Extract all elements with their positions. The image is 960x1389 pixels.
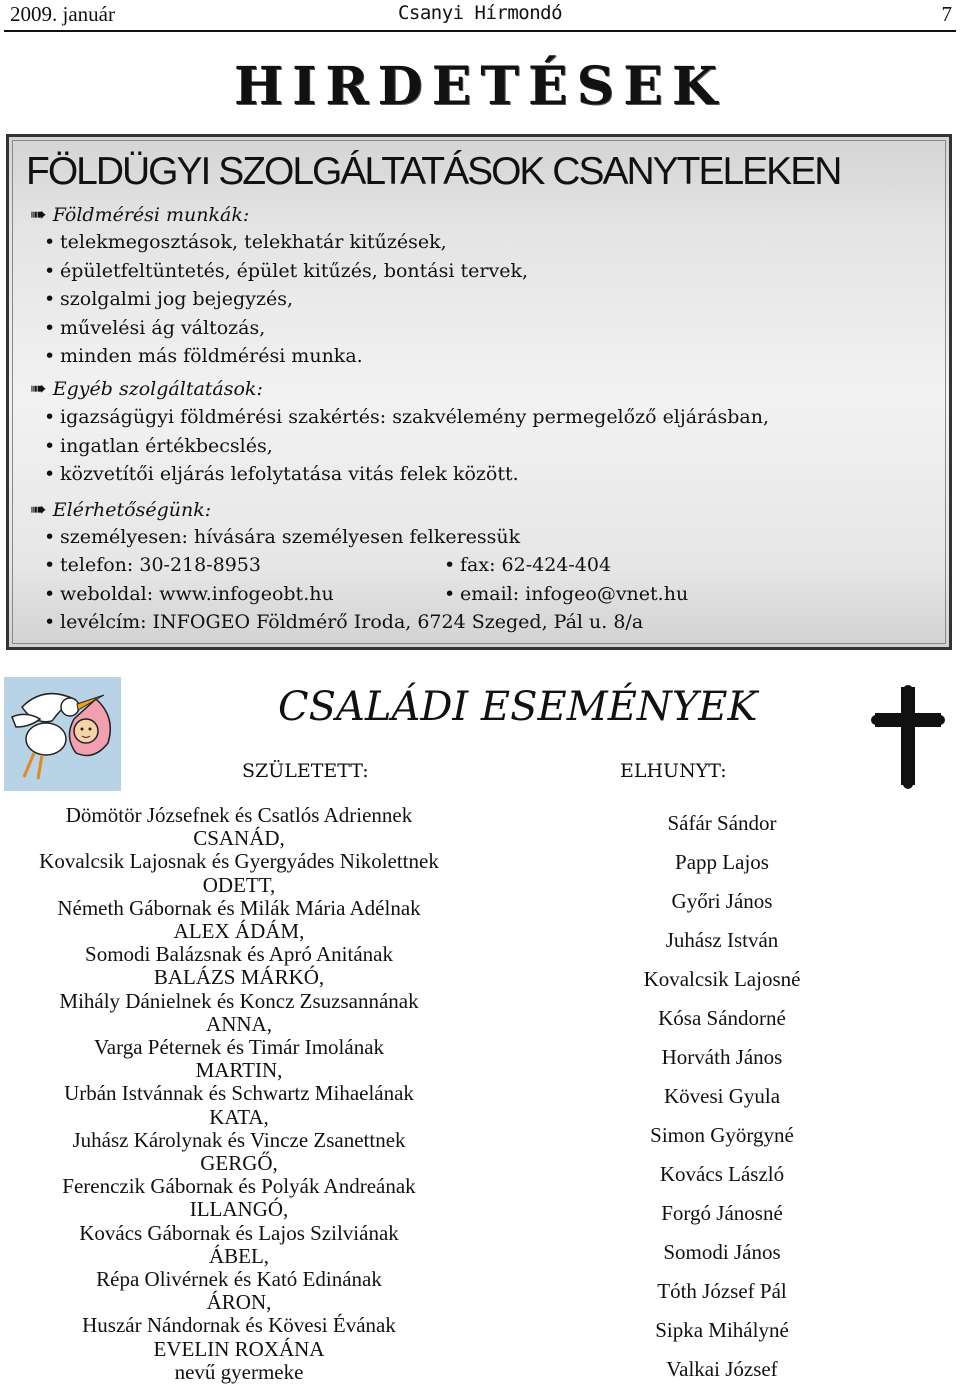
advertisement-title: FÖLDÜGYI SZOLGÁLTATÁSOK CSANYTELEKEN: [26, 150, 841, 193]
contact-fax: • fax: 62-424-404: [460, 554, 611, 576]
list-item: Kovács László: [659, 1162, 785, 1186]
list-item: Juhász Károlynak és Vincze Zsanettnek: [72, 1127, 406, 1152]
list-item: • szolgalmi jog bejegyzés,: [60, 288, 293, 310]
list-item: Horváth János: [661, 1045, 783, 1069]
list-item: nevű gyermeke: [174, 1359, 304, 1384]
contact-personal: • személyesen: hívására személyesen felkeressük: [60, 526, 520, 548]
list-item: Kovalcsik Lajosné: [643, 967, 801, 991]
list-item: BALÁZS MÁRKÓ,: [153, 965, 325, 990]
other-services-heading: ➠ Egyéb szolgáltatások:: [30, 376, 263, 400]
list-item: ÁRON,: [206, 1290, 272, 1315]
list-item: Kovalcsik Lajosnak és Gyergyádes Nikolettnek: [39, 849, 439, 874]
list-item: KATA,: [209, 1104, 269, 1129]
cross-icon: [870, 684, 946, 790]
list-item: Papp Lajos: [675, 850, 769, 874]
births-list: [4, 804, 474, 1384]
list-item: CSANÁD,: [193, 826, 285, 851]
list-item: Kósa Sándorné: [658, 1006, 786, 1030]
list-item: • igazságügyi földmérési szakértés: szakvélemény permegelőző eljárásban,: [60, 406, 769, 428]
list-item: ANNA,: [206, 1011, 272, 1036]
list-item: Forgó Jánosné: [661, 1201, 783, 1225]
contact-website[interactable]: • weboldal: www.infogeobt.hu: [60, 583, 334, 605]
list-item: Varga Péternek és Timár Imolának: [93, 1035, 385, 1060]
list-item: Sipka Mihályné: [655, 1318, 789, 1342]
list-item: Somodi Balázsnak és Apró Anitának: [85, 942, 393, 967]
list-item: ILLANGÓ,: [189, 1197, 289, 1222]
list-item: Tóth József Pál: [657, 1279, 787, 1303]
list-item: GERGŐ,: [200, 1151, 278, 1176]
list-item: Mihály Dánielnek és Koncz Zsuzsannának: [59, 988, 419, 1013]
list-item: Simon Györgyné: [650, 1123, 794, 1147]
header-divider: [4, 30, 956, 32]
stork-baby-illustration: [4, 677, 121, 791]
section-title: HIRDETÉSEK: [233, 56, 727, 117]
births-heading: SZÜLETETT:: [242, 760, 369, 782]
list-item: EVELIN ROXÁNA: [153, 1336, 325, 1361]
list-item: • minden más földmérési munka.: [60, 345, 363, 367]
list-item: • telekmegosztások, telekhatár kitűzések,: [60, 231, 447, 253]
list-item: ALEX ÁDÁM,: [173, 919, 305, 944]
list-item: • épületfeltüntetés, épület kitűzés, bontási tervek,: [60, 260, 528, 282]
contact-email[interactable]: • email: infogeo@vnet.hu: [460, 583, 688, 605]
list-item: • közvetítői eljárás lefolytatása vitás felek között.: [60, 463, 519, 485]
list-item: Dömötör Józsefnek és Csatlós Adriennek: [65, 803, 413, 827]
page-header: [0, 0, 960, 30]
contact-heading: ➠ Elérhetőségünk:: [30, 497, 212, 521]
page-number: 7: [941, 2, 952, 26]
list-item: Huszár Nándornak és Kövesi Évának: [82, 1313, 396, 1338]
list-item: Ferenczik Gábornak és Polyák Andreának: [62, 1174, 416, 1199]
list-item: Németh Gábornak és Milák Mária Adélnak: [57, 895, 421, 920]
family-events-title: CSALÁDI ESEMÉNYEK: [278, 684, 758, 730]
list-item: Győri János: [671, 889, 773, 913]
arrow-right-icon: ➠: [30, 376, 47, 400]
list-item: • művelési ág változás,: [60, 317, 265, 339]
contact-phone: • telefon: 30-218-8953: [60, 554, 261, 576]
list-item: ÁBEL,: [208, 1243, 270, 1268]
list-item: • ingatlan értékbecslés,: [60, 435, 273, 457]
deaths-list: [612, 804, 832, 1389]
deaths-heading: ELHUNYT:: [620, 760, 727, 782]
issue-date: 2009. január: [10, 2, 115, 26]
list-item: Répa Olivérnek és Kató Edinának: [96, 1267, 382, 1292]
list-item: Kovács Gábornak és Lajos Szilviának: [79, 1220, 399, 1245]
arrow-right-icon: ➠: [30, 497, 47, 521]
contact-address: • levélcím: INFOGEO Földmérő Iroda, 6724 Szeged, Pál u. 8/a: [60, 611, 643, 633]
list-item: Somodi János: [663, 1240, 781, 1264]
list-item: ODETT,: [202, 872, 276, 897]
list-item: MARTIN,: [195, 1058, 283, 1083]
publication-name: Csanyi Hírmondó: [397, 2, 563, 24]
list-item: Kövesi Gyula: [663, 1084, 781, 1108]
list-item: Urbán Istvánnak és Schwartz Mihaelának: [64, 1081, 414, 1106]
list-item: Sáfár Sándor: [667, 811, 777, 835]
survey-works-heading: ➠ Földmérési munkák:: [30, 202, 250, 226]
list-item: Valkai József: [666, 1357, 778, 1381]
arrow-right-icon: ➠: [30, 202, 47, 226]
list-item: Juhász István: [665, 928, 779, 952]
